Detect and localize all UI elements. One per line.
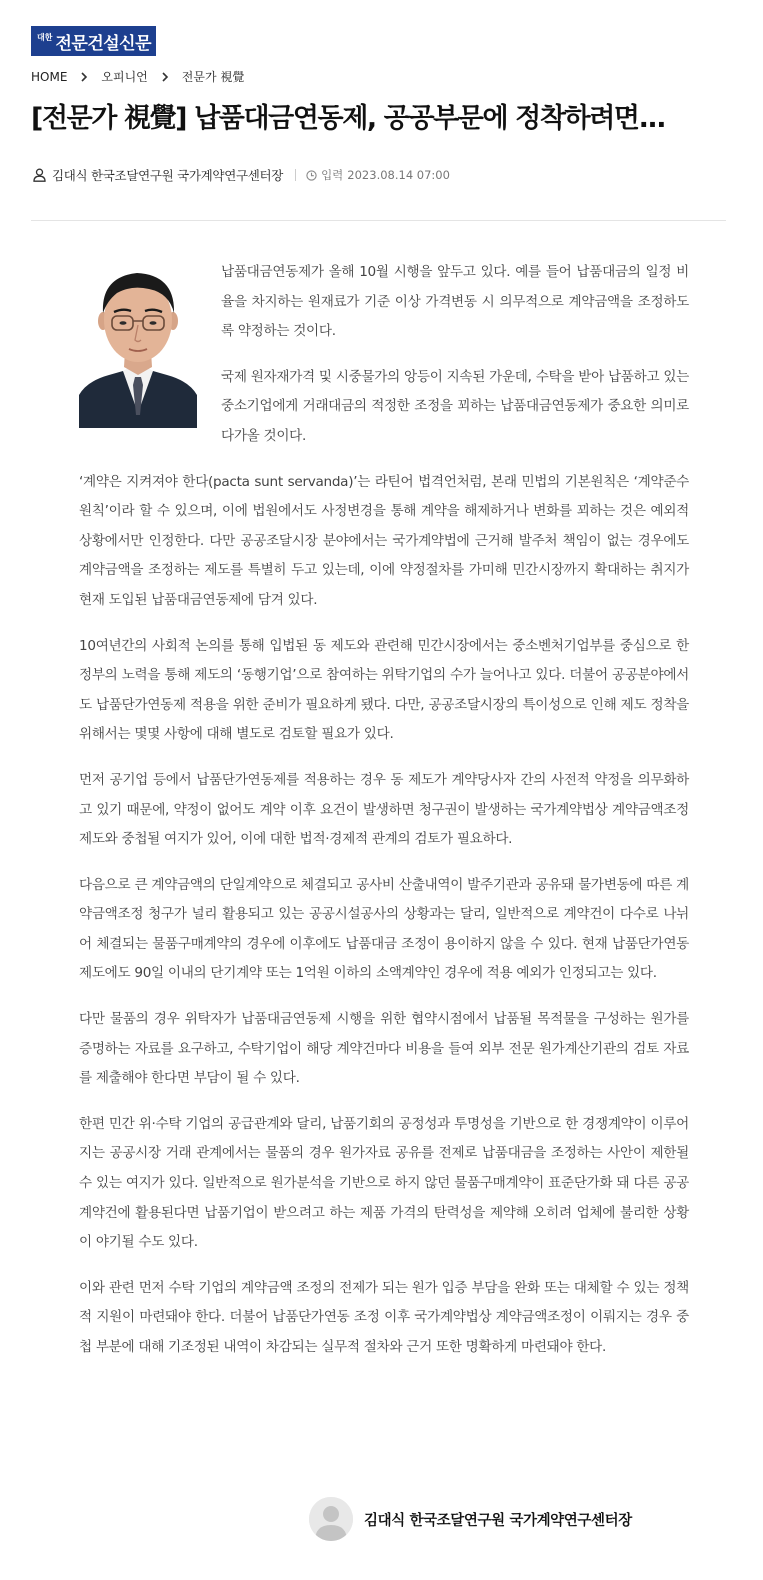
breadcrumb-opinion[interactable]: 오피니언 xyxy=(101,70,148,84)
breadcrumb xyxy=(31,68,244,85)
logo-text: 전문건설신문 xyxy=(55,33,152,54)
breadcrumb-expert-view[interactable]: 전문가 視覺 xyxy=(181,70,245,84)
date-label: 입력 xyxy=(321,168,344,182)
article-paragraph: 10여년간의 사회적 논의를 통해 입법된 동 제도와 관련해 민간시장에서는 중소벤처기업부를 중심으로 한 정부의 노력을 통해 제도의 ‘동행기업’으로 참여하는 위탁기업의 수가 늘어나고 있다. 더불어 공공분야에서도 납품단가연동제 적용을 위한 준비가 필요하게 됐다. 다만, 공공조달시장의 특이성으로 인해 제도 정착을 위해서는 몇몇 사항에 대해 별도로 검토할 필요가 있다. xyxy=(79,637,689,743)
article-paragraph: 먼저 공기업 등에서 납품단가연동제를 적용하는 경우 동 제도가 계약당사자 간의 사전적 약정을 의무화하고 있기 때문에, 약정이 없어도 계약 이후 요건이 발생하면 청구권이 발생하는 국가계약법상 계약금액조정제도와 중첩될 여지가 있어, 이에 대한 법적·경제적 관계의 검토가 필요하다. xyxy=(79,771,689,848)
article-paragraph: 국제 원자재가격 및 시중물가의 앙등이 지속된 가운데, 수탁을 받아 납품하고 있는 중소기업에게 거래대금의 적정한 조정을 꾀하는 납품대금연동제가 중요한 의미로 다가올 것이다. xyxy=(221,368,689,444)
article-author[interactable]: 김대식 한국조달연구원 국가계약연구센터장 xyxy=(52,168,284,183)
article-paragraph: ‘계약은 지켜져야 한다(pacta sunt servanda)’는 라틴어 법격언처럼, 본래 민법의 기본원칙은 ‘계약준수원칙’이라 할 수 있으며, 이에 법원에서도 사정변경을 통해 계약을 해제하거나 변화를 꾀하는 것은 예외적 상황에서만 인정한다. 다만 공공조달시장 분야에서는 국가계약법에 근거해 발주처 책임이 없는 경우에도 계약금액을 조정하는 제도를 특별히 두고 있는데, 이에 약정절차를 가미해 민간시장까지 확대하는 취지가 현재 도입된 납품대금연동제에 담겨 있다. xyxy=(79,473,689,608)
author-byline xyxy=(309,1497,632,1541)
article-paragraph: 다만 물품의 경우 위탁자가 납품대금연동제 시행을 위한 협약시점에서 납품될 목적물을 구성하는 원가를 증명하는 자료를 요구하고, 수탁기업이 해당 계약건마다 비용을 들여 외부 전문 원가계산기관의 검토 자료를 제출해야 한다면 부담이 될 수 있다. xyxy=(79,1011,689,1087)
author-photo xyxy=(79,263,197,428)
article-paragraph: 이와 관련 먼저 수탁 기업의 계약금액 조정의 전제가 되는 원가 입증 부담을 완화 또는 대체할 수 있는 정책적 지원이 마련돼야 한다. 더불어 납품단가연동 조정 이후 국가계약법상 계약금액조정이 이뤄지는 경우 중첩 부분에 대해 기조정된 내역이 차감되는 실무적 절차와 근거 또한 명확하게 마련돼야 한다. xyxy=(79,1279,689,1355)
article-paragraph: 한편 민간 위·수탁 기업의 공급관계와 달리, 납품기회의 공정성과 투명성을 기반으로 한 경쟁계약이 이루어지는 공공시장 거래 관계에서는 물품의 경우 원가자료 공유를 전제로 납품대금을 조정하는 사안이 제한될 수 있는 여지가 있다. 일반적으로 원가분석을 기반으로 하지 않던 물품구매계약이 표준단가화 돼 다른 공공계약건에 활용된다면 납품기업이 받으려고 하는 제품 가격의 탄력성을 제약해 오히려 업체에 불리한 상황이 야기될 수도 있다. xyxy=(79,1115,689,1251)
avatar xyxy=(309,1497,353,1541)
site-logo[interactable] xyxy=(31,26,156,56)
article-body xyxy=(79,258,689,1379)
breadcrumb-home[interactable]: HOME xyxy=(31,69,68,84)
logo-small-text: 대한 xyxy=(37,32,53,42)
chevron-right-icon xyxy=(159,71,171,83)
article-date: 2023.08.14 07:00 xyxy=(347,168,450,182)
clock-icon xyxy=(306,170,317,181)
article-title: [전문가 視覺] 납품대금연동제, 공공부문에 정착하려면... xyxy=(31,103,666,134)
byline-author-name: 김대식 한국조달연구원 국가계약연구센터장 xyxy=(364,1512,632,1529)
user-icon xyxy=(33,168,46,182)
title-divider xyxy=(31,220,726,221)
meta-divider xyxy=(295,169,296,181)
article-paragraph: 납품대금연동제가 올해 10월 시행을 앞두고 있다. 예를 들어 납품대금의 일정 비율을 차지하는 원재료가 기준 이상 가격변동 시 의무적으로 계약금액을 조정하도록 약정하는 것이다. xyxy=(221,264,689,340)
article-paragraph: 다음으로 큰 계약금액의 단일계약으로 체결되고 공사비 산출내역이 발주기관과 공유돼 물가변동에 따른 계약금액조정 청구가 널리 활용되고 있는 공공시설공사의 상황과는 달리, 일반적으로 계약건이 다수로 나뉘어 체결되는 물품구매계약의 경우에 이후에도 납품대금 조정이 용이하지 않을 수 있다. 현재 납품단가연동제도에도 90일 이내의 단기계약 또는 1억원 이하의 소액계약인 경우에 적용 예외가 인정되고는 있다. xyxy=(79,876,689,982)
chevron-right-icon xyxy=(78,71,90,83)
article-meta xyxy=(33,166,450,184)
